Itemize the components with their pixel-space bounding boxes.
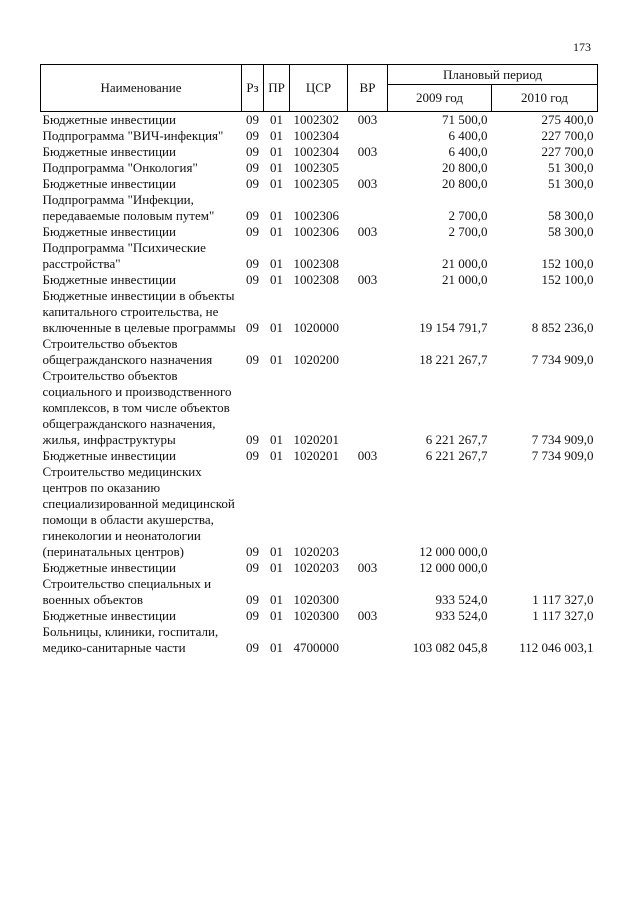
cell-vr: 003 [357,448,378,463]
cell-2010: 7 734 909,0 [531,432,594,447]
table-row [41,224,598,240]
cell-csr: 4700000 [293,640,339,655]
cell-name: Строительство специальных и военных объектов [42,576,212,607]
cell-csr: 1020203 [293,544,339,559]
cell-name: Подпрограмма "Онкология" [42,160,198,175]
cell-2009: 2 700,0 [448,224,488,239]
cell-csr: 1002306 [293,208,339,223]
cell-pr: 01 [270,320,283,335]
cell-2010 [492,560,598,576]
table-row [41,144,598,160]
cell-2009: 933 524,0 [435,592,488,607]
table-row [41,368,598,448]
cell-rz: 09 [246,592,259,607]
cell-name: Бюджетные инвестиции [42,176,176,191]
cell-2010: 275 400,0 [541,112,594,127]
table-row [41,336,598,368]
cell-vr: 003 [357,176,378,191]
cell-2010: 51 300,0 [548,176,594,191]
cell-csr: 1020000 [293,320,339,335]
cell-rz: 09 [246,176,259,191]
cell-rz: 09 [246,560,259,575]
cell-csr: 1002305 [293,176,339,191]
cell-rz: 09 [246,640,259,655]
cell-2009: 20 800,0 [442,176,488,191]
cell-pr: 01 [270,560,283,575]
cell-vr: 003 [357,560,378,575]
header-pr: ПР [264,65,290,112]
cell-2010: 58 300,0 [548,224,594,239]
cell-2010: 51 300,0 [548,160,594,175]
cell-2010: 152 100,0 [541,256,594,271]
cell-name: Бюджетные инвестиции [42,608,176,623]
cell-name: Бюджетные инвестиции [42,448,176,463]
cell-2009: 2 700,0 [448,208,488,223]
cell-csr: 1020200 [293,352,339,367]
cell-pr: 01 [270,448,283,463]
cell-2009: 6 221 267,7 [425,448,488,463]
cell-pr: 01 [270,128,283,143]
header-rz: Рз [242,65,264,112]
cell-csr: 1002302 [293,112,339,127]
cell-2009: 6 400,0 [448,128,488,143]
table-row [41,192,598,224]
cell-name: Бюджетные инвестиции [42,560,176,575]
cell-2010: 112 046 003,1 [519,640,594,655]
cell-2010: 1 117 327,0 [532,592,594,607]
cell-name: Подпрограмма "Инфекции, передаваемые половым путем" [42,192,215,223]
cell-pr: 01 [270,256,283,271]
cell-csr: 1020201 [293,448,339,463]
cell-2010: 7 734 909,0 [531,448,594,463]
cell-2010: 227 700,0 [541,144,594,159]
cell-2009: 21 000,0 [442,256,488,271]
cell-vr [348,288,388,336]
table-row [41,624,598,656]
header-vr: ВР [348,65,388,112]
cell-2009: 6 400,0 [448,144,488,159]
cell-name: Бюджетные инвестиции в объекты капитального строительства, не включенные в целевые программы [42,288,236,335]
cell-rz: 09 [246,320,259,335]
cell-name: Бюджетные инвестиции [42,272,176,287]
cell-2010: 7 734 909,0 [531,352,594,367]
cell-csr: 1020300 [293,608,339,623]
cell-name: Подпрограмма "ВИЧ-инфекция" [42,128,224,143]
cell-2009: 12 000 000,0 [419,544,488,559]
cell-csr: 1002308 [293,272,339,287]
cell-vr: 003 [357,112,378,127]
cell-2010 [492,464,598,560]
cell-vr [348,128,388,144]
cell-name: Бюджетные инвестиции [42,224,176,239]
header-year-2009: 2009 год [388,85,492,112]
cell-pr: 01 [270,544,283,559]
header-csr: ЦСР [290,65,348,112]
table-row [41,272,598,288]
cell-csr: 1002305 [293,160,339,175]
budget-table [40,64,598,656]
page-number: 173 [573,40,591,54]
cell-2010: 1 117 327,0 [532,608,594,623]
table-row [41,464,598,560]
cell-vr: 003 [357,608,378,623]
cell-csr: 1020203 [293,560,339,575]
cell-vr [348,464,388,560]
cell-2009: 71 500,0 [442,112,488,127]
cell-2010: 227 700,0 [541,128,594,143]
cell-vr [348,336,388,368]
cell-2010: 152 100,0 [541,272,594,287]
cell-vr [348,576,388,608]
cell-pr: 01 [270,176,283,191]
cell-pr: 01 [270,112,283,127]
table-header [41,65,598,112]
cell-rz: 09 [246,448,259,463]
cell-vr: 003 [357,272,378,287]
cell-rz: 09 [246,272,259,287]
table-row [41,608,598,624]
cell-pr: 01 [270,144,283,159]
cell-rz: 09 [246,112,259,127]
cell-pr: 01 [270,432,283,447]
table-row [41,448,598,464]
table-row [41,160,598,176]
table-row [41,112,598,129]
cell-2009: 18 221 267,7 [419,352,488,367]
cell-name: Строительство объектов общегражданского назначения [42,336,213,367]
cell-rz: 09 [246,144,259,159]
cell-rz: 09 [246,208,259,223]
cell-name: Бюджетные инвестиции [42,112,176,127]
cell-2009: 933 524,0 [435,608,488,623]
cell-pr: 01 [270,272,283,287]
cell-vr [348,624,388,656]
cell-2009: 103 082 045,8 [412,640,488,655]
cell-rz: 09 [246,608,259,623]
cell-name: Подпрограмма "Психические расстройства" [42,240,206,271]
cell-vr: 003 [357,224,378,239]
cell-rz: 09 [246,256,259,271]
cell-csr: 1002304 [293,128,339,143]
cell-rz: 09 [246,128,259,143]
cell-vr [348,240,388,272]
cell-vr [348,368,388,448]
cell-pr: 01 [270,160,283,175]
cell-rz: 09 [246,160,259,175]
cell-rz: 09 [246,432,259,447]
cell-vr: 003 [357,144,378,159]
cell-pr: 01 [270,592,283,607]
cell-rz: 09 [246,544,259,559]
header-name: Наименование [41,65,242,112]
cell-name: Строительство медицинских центров по оказанию специализированной медицинской помощи в области акушерства, гинекологии и неонатологии (перинатальных центров) [42,464,235,559]
table-row [41,240,598,272]
header-plan-period: Плановый период [388,65,598,85]
cell-rz: 09 [246,352,259,367]
table-row [41,560,598,576]
cell-pr: 01 [270,608,283,623]
cell-vr [348,192,388,224]
cell-2009: 12 000 000,0 [419,560,488,575]
table-row [41,128,598,144]
cell-2009: 21 000,0 [442,272,488,287]
table-row [41,176,598,192]
cell-pr: 01 [270,224,283,239]
cell-2010: 8 852 236,0 [531,320,594,335]
cell-2009: 19 154 791,7 [419,320,488,335]
cell-csr: 1002304 [293,144,339,159]
cell-pr: 01 [270,352,283,367]
cell-pr: 01 [270,640,283,655]
cell-vr [348,160,388,176]
cell-pr: 01 [270,208,283,223]
cell-2009: 20 800,0 [442,160,488,175]
cell-2009: 6 221 267,7 [425,432,488,447]
cell-name: Больницы, клиники, госпитали, медико-санитарные части [42,624,219,655]
table-row [41,288,598,336]
cell-rz: 09 [246,224,259,239]
cell-csr: 1002306 [293,224,339,239]
table-body [41,112,598,657]
cell-name: Строительство объектов социального и производственного комплексов, в том числе объектов общегражданского назначения, жилья, инфраструктуры [42,368,232,447]
cell-csr: 1020201 [293,432,339,447]
header-year-2010: 2010 год [492,85,598,112]
cell-2010: 58 300,0 [548,208,594,223]
table-row [41,576,598,608]
cell-csr: 1002308 [293,256,339,271]
cell-name: Бюджетные инвестиции [42,144,176,159]
cell-csr: 1020300 [293,592,339,607]
